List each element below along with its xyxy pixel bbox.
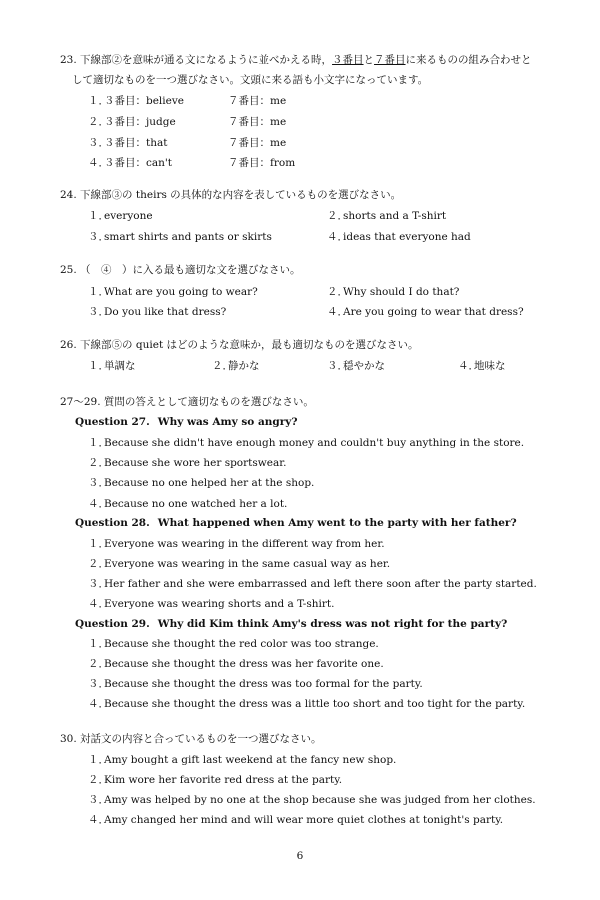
- q24-option-4[interactable]: ４．ideas that everyone had: [327, 231, 471, 243]
- q23-option-2-b: ７番目：me: [228, 116, 287, 128]
- questions-27-29-heading: 27～29. 質問の答えとして適切なものを選びなさい。: [60, 396, 314, 408]
- q26-stem-text: 下線部⑤の quiet はどのような意味か，最も適切なものを選びなさい。: [80, 339, 419, 351]
- question-23-stem-cont: して適切なものを一つ選びなさい。文頭に来る語も小文字になっています。: [72, 74, 429, 86]
- q23-underlined-seventh: ７番目: [374, 54, 406, 66]
- question-29-prompt: [75, 618, 507, 631]
- q26-option-2[interactable]: ２．静かな: [212, 360, 260, 372]
- page-number: 6: [296, 850, 304, 862]
- question-label: Question 29.: [75, 618, 150, 630]
- q26-option-3[interactable]: ３．穏やかな: [327, 360, 385, 372]
- q23-option-4[interactable]: ４．３番目：can't: [88, 157, 173, 169]
- question-23-stem: [60, 54, 532, 67]
- q23-option-1[interactable]: １．３番目：believe: [88, 95, 185, 107]
- q29-option-1[interactable]: １．Because she thought the red color was too strange.: [88, 638, 379, 650]
- q30-stem-text: 対話文の内容と合っているものを一つ選びなさい。: [80, 733, 322, 745]
- q24-option-1[interactable]: １．everyone: [88, 210, 153, 222]
- q23-option-4-b: ７番目：from: [228, 157, 296, 169]
- q30-option-1[interactable]: １．Amy bought a gift last weekend at the fancy new shop.: [88, 754, 397, 766]
- q24-stem-text: 下線部③の theirs の具体的な内容を表しているものを選びなさい。: [80, 189, 402, 201]
- q29-option-3[interactable]: ３．Because she thought the dress was too formal for the party.: [88, 678, 423, 690]
- q23-underlined-third: ３番目: [332, 54, 364, 66]
- q24-option-2[interactable]: ２．shorts and a T-shirt: [327, 210, 447, 222]
- q25-stem-text: （ ④ ）に入る最も適切な文を選びなさい。: [80, 264, 301, 276]
- question-number: 23.: [60, 54, 77, 66]
- question-27-prompt: [75, 416, 298, 429]
- q30-option-3[interactable]: ３．Amy was helped by no one at the shop because she was judged from her clothes.: [88, 794, 536, 806]
- question-label: Question 28.: [75, 517, 150, 529]
- q23-stem-part: 下線部②を意味が通る文になるように並べかえる時，: [80, 54, 333, 66]
- question-text: What happened when Amy went to the party with her father?: [157, 517, 517, 529]
- q30-option-4[interactable]: ４．Amy changed her mind and will wear more quiet clothes at tonight's party.: [88, 814, 504, 826]
- q23-option-3[interactable]: ３．３番目：that: [88, 137, 168, 149]
- q29-option-4[interactable]: ４．Because she thought the dress was a little too short and too tight for the party.: [88, 698, 526, 710]
- question-number: 24.: [60, 189, 77, 201]
- q26-option-1[interactable]: １．単調な: [88, 360, 136, 372]
- q28-option-4[interactable]: ４．Everyone was wearing shorts and a T-shirt.: [88, 598, 335, 610]
- q25-option-2[interactable]: ２．Why should I do that?: [327, 286, 460, 298]
- q23-option-1-b: ７番目：me: [228, 95, 287, 107]
- question-28-prompt: [75, 517, 517, 530]
- question-number: 25.: [60, 264, 77, 276]
- question-number: 30.: [60, 733, 77, 745]
- question-label: Question 27.: [75, 416, 150, 428]
- q30-option-2[interactable]: ２．Kim wore her favorite red dress at the party.: [88, 774, 343, 786]
- q27-option-2[interactable]: ２．Because she wore her sportswear.: [88, 457, 287, 469]
- question-text: Why did Kim think Amy's dress was not right for the party?: [157, 618, 508, 630]
- q23-option-3-b: ７番目：me: [228, 137, 287, 149]
- q28-option-2[interactable]: ２．Everyone was wearing in the same casual way as her.: [88, 558, 391, 570]
- q25-option-1[interactable]: １．What are you going to wear?: [88, 286, 258, 298]
- q28-option-1[interactable]: １．Everyone was wearing in the different way from her.: [88, 538, 385, 550]
- q27-option-4[interactable]: ４．Because no one watched her a lot.: [88, 498, 288, 510]
- q27-option-1[interactable]: １．Because she didn't have enough money and couldn't buy anything in the store.: [88, 437, 525, 449]
- q23-stem-part: と: [363, 54, 375, 66]
- q23-option-2[interactable]: ２．３番目：judge: [88, 116, 176, 128]
- q24-option-3[interactable]: ３．smart shirts and pants or skirts: [88, 231, 272, 243]
- question-text: Why was Amy so angry?: [157, 416, 298, 428]
- q27-option-3[interactable]: ３．Because no one helped her at the shop.: [88, 477, 315, 489]
- q25-option-3[interactable]: ３．Do you like that dress?: [88, 306, 227, 318]
- question-25-stem: [60, 264, 301, 277]
- question-number: 26.: [60, 339, 77, 351]
- question-26-stem: [60, 339, 419, 352]
- q29-option-2[interactable]: ２．Because she thought the dress was her favorite one.: [88, 658, 384, 670]
- q26-option-4[interactable]: ４．地味な: [458, 360, 506, 372]
- q23-stem-part: に来るものの組み合わせと: [405, 54, 532, 66]
- q25-option-4[interactable]: ４．Are you going to wear that dress?: [327, 306, 524, 318]
- q28-option-3[interactable]: ３．Her father and she were embarrassed and left there soon after the party started.: [88, 578, 537, 590]
- question-24-stem: [60, 189, 401, 202]
- question-30-stem: [60, 733, 322, 746]
